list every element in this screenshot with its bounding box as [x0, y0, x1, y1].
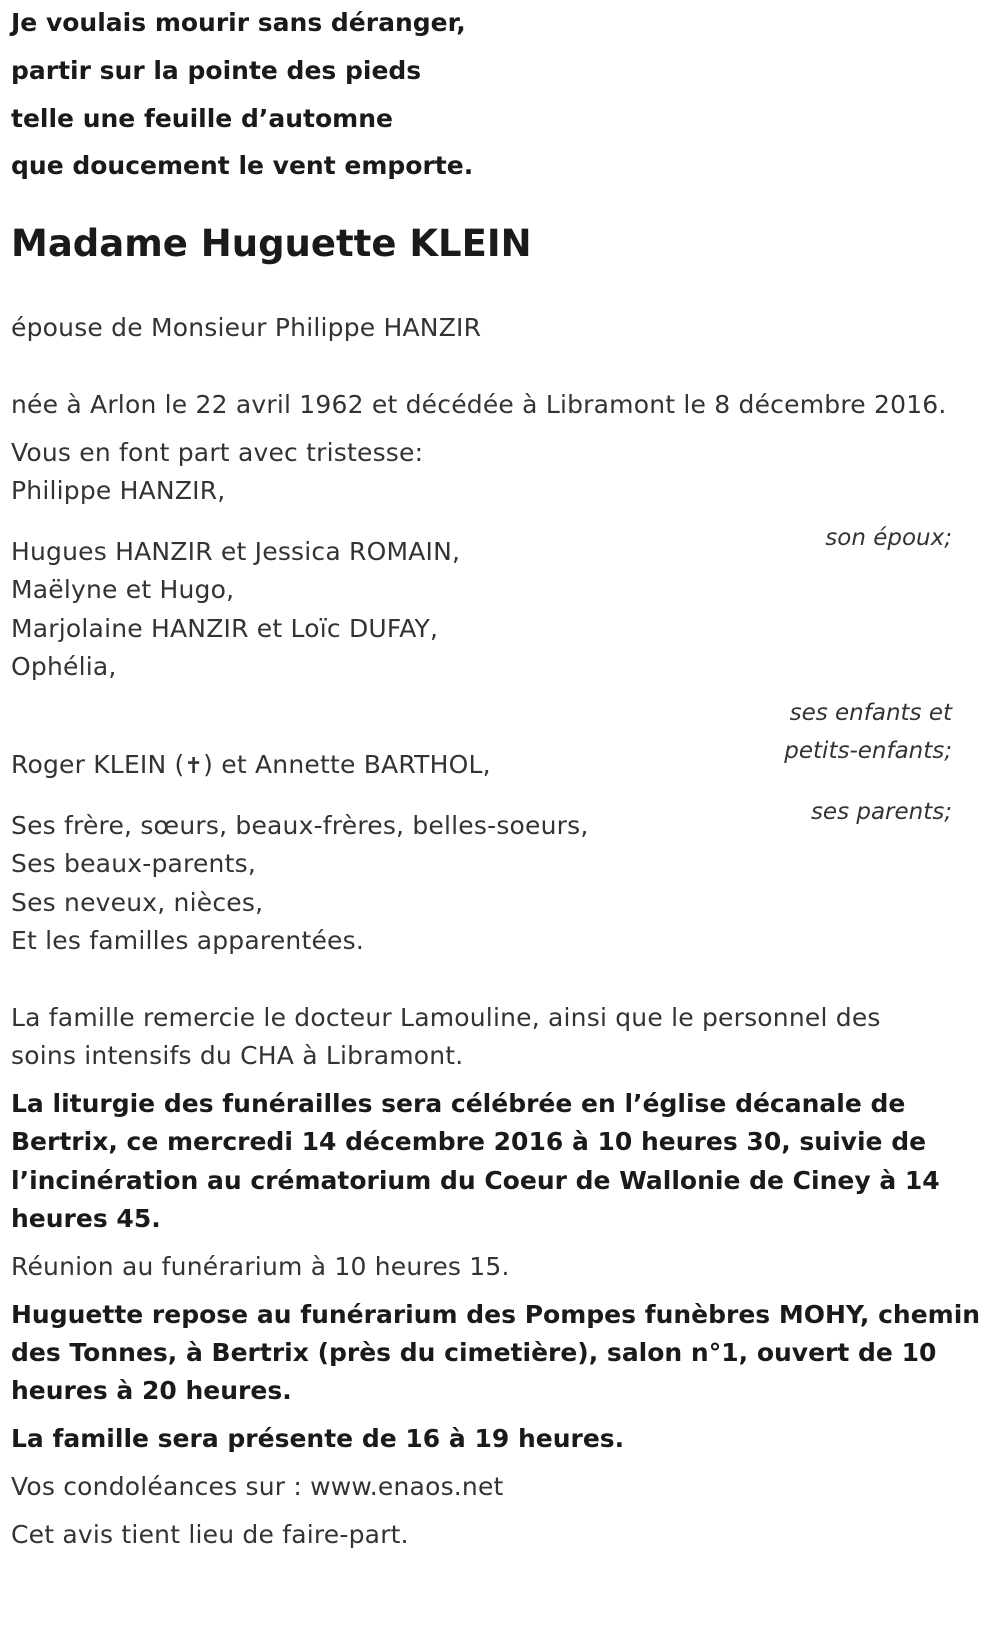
rest-line: heures à 20 heures.: [11, 1376, 292, 1405]
rest-line: Huguette repose au funérarium des Pompes funèbres MOHY, chemin: [11, 1300, 981, 1329]
parents-relation: ses parents;: [810, 799, 952, 825]
poem-line: telle une feuille d’automne: [11, 104, 393, 133]
children-relation: petits-enfants;: [784, 738, 952, 764]
spouse-name: Philippe HANZIR,: [11, 476, 226, 505]
liturgy-line: l’incinération au crématorium du Coeur de Wallonie de Ciney à 14: [11, 1166, 940, 1195]
parents-line: [11, 750, 491, 782]
rest-line: des Tonnes, à Bertrix (près du cimetière), salon n°1, ouvert de 10: [11, 1338, 937, 1367]
notice-line: Cet avis tient lieu de faire-part.: [11, 1520, 409, 1549]
spouse-line: épouse de Monsieur Philippe HANZIR: [11, 313, 482, 342]
family-presence: La famille sera présente de 16 à 19 heures.: [11, 1424, 625, 1453]
child-line: Maëlyne et Hugo,: [11, 575, 235, 604]
condolences-line: Vos condoléances sur : www.enaos.net: [11, 1472, 504, 1501]
deceased-name: Madame Huguette KLEIN: [11, 222, 532, 265]
announcement-intro: Vous en font part avec tristesse:: [11, 438, 424, 467]
liturgy-line: La liturgie des funérailles sera célébrée en l’église décanale de: [11, 1089, 906, 1118]
parents-text: Roger KLEIN (: [11, 750, 185, 779]
children-relation: ses enfants et: [789, 700, 952, 726]
relatives-line: Ses neveux, nièces,: [11, 888, 264, 917]
child-line: Marjolaine HANZIR et Loïc DUFAY,: [11, 614, 439, 643]
poem-line: que doucement le vent emporte.: [11, 151, 474, 180]
parents-text: ) et Annette BARTHOL,: [203, 750, 491, 779]
relatives-line: Et les familles apparentées.: [11, 926, 364, 955]
liturgy-line: heures 45.: [11, 1204, 161, 1233]
child-line: Ophélia,: [11, 652, 117, 681]
spouse-relation: son époux;: [825, 525, 952, 551]
thanks-line: La famille remercie le docteur Lamouline, ainsi que le personnel des: [11, 1003, 881, 1032]
meeting-line: Réunion au funérarium à 10 heures 15.: [11, 1252, 510, 1281]
relatives-line: Ses beaux-parents,: [11, 849, 256, 878]
relatives-line: Ses frère, sœurs, beaux-frères, belles-soeurs,: [11, 811, 589, 840]
cross-icon: ✝: [184, 754, 204, 779]
birth-death-line: née à Arlon le 22 avril 1962 et décédée à Libramont le 8 décembre 2016.: [11, 390, 947, 419]
poem-line: Je voulais mourir sans déranger,: [11, 8, 466, 37]
liturgy-line: Bertrix, ce mercredi 14 décembre 2016 à 10 heures 30, suivie de: [11, 1127, 927, 1156]
thanks-line: soins intensifs du CHA à Libramont.: [11, 1041, 464, 1070]
poem-line: partir sur la pointe des pieds: [11, 56, 422, 85]
child-line: Hugues HANZIR et Jessica ROMAIN,: [11, 537, 461, 566]
